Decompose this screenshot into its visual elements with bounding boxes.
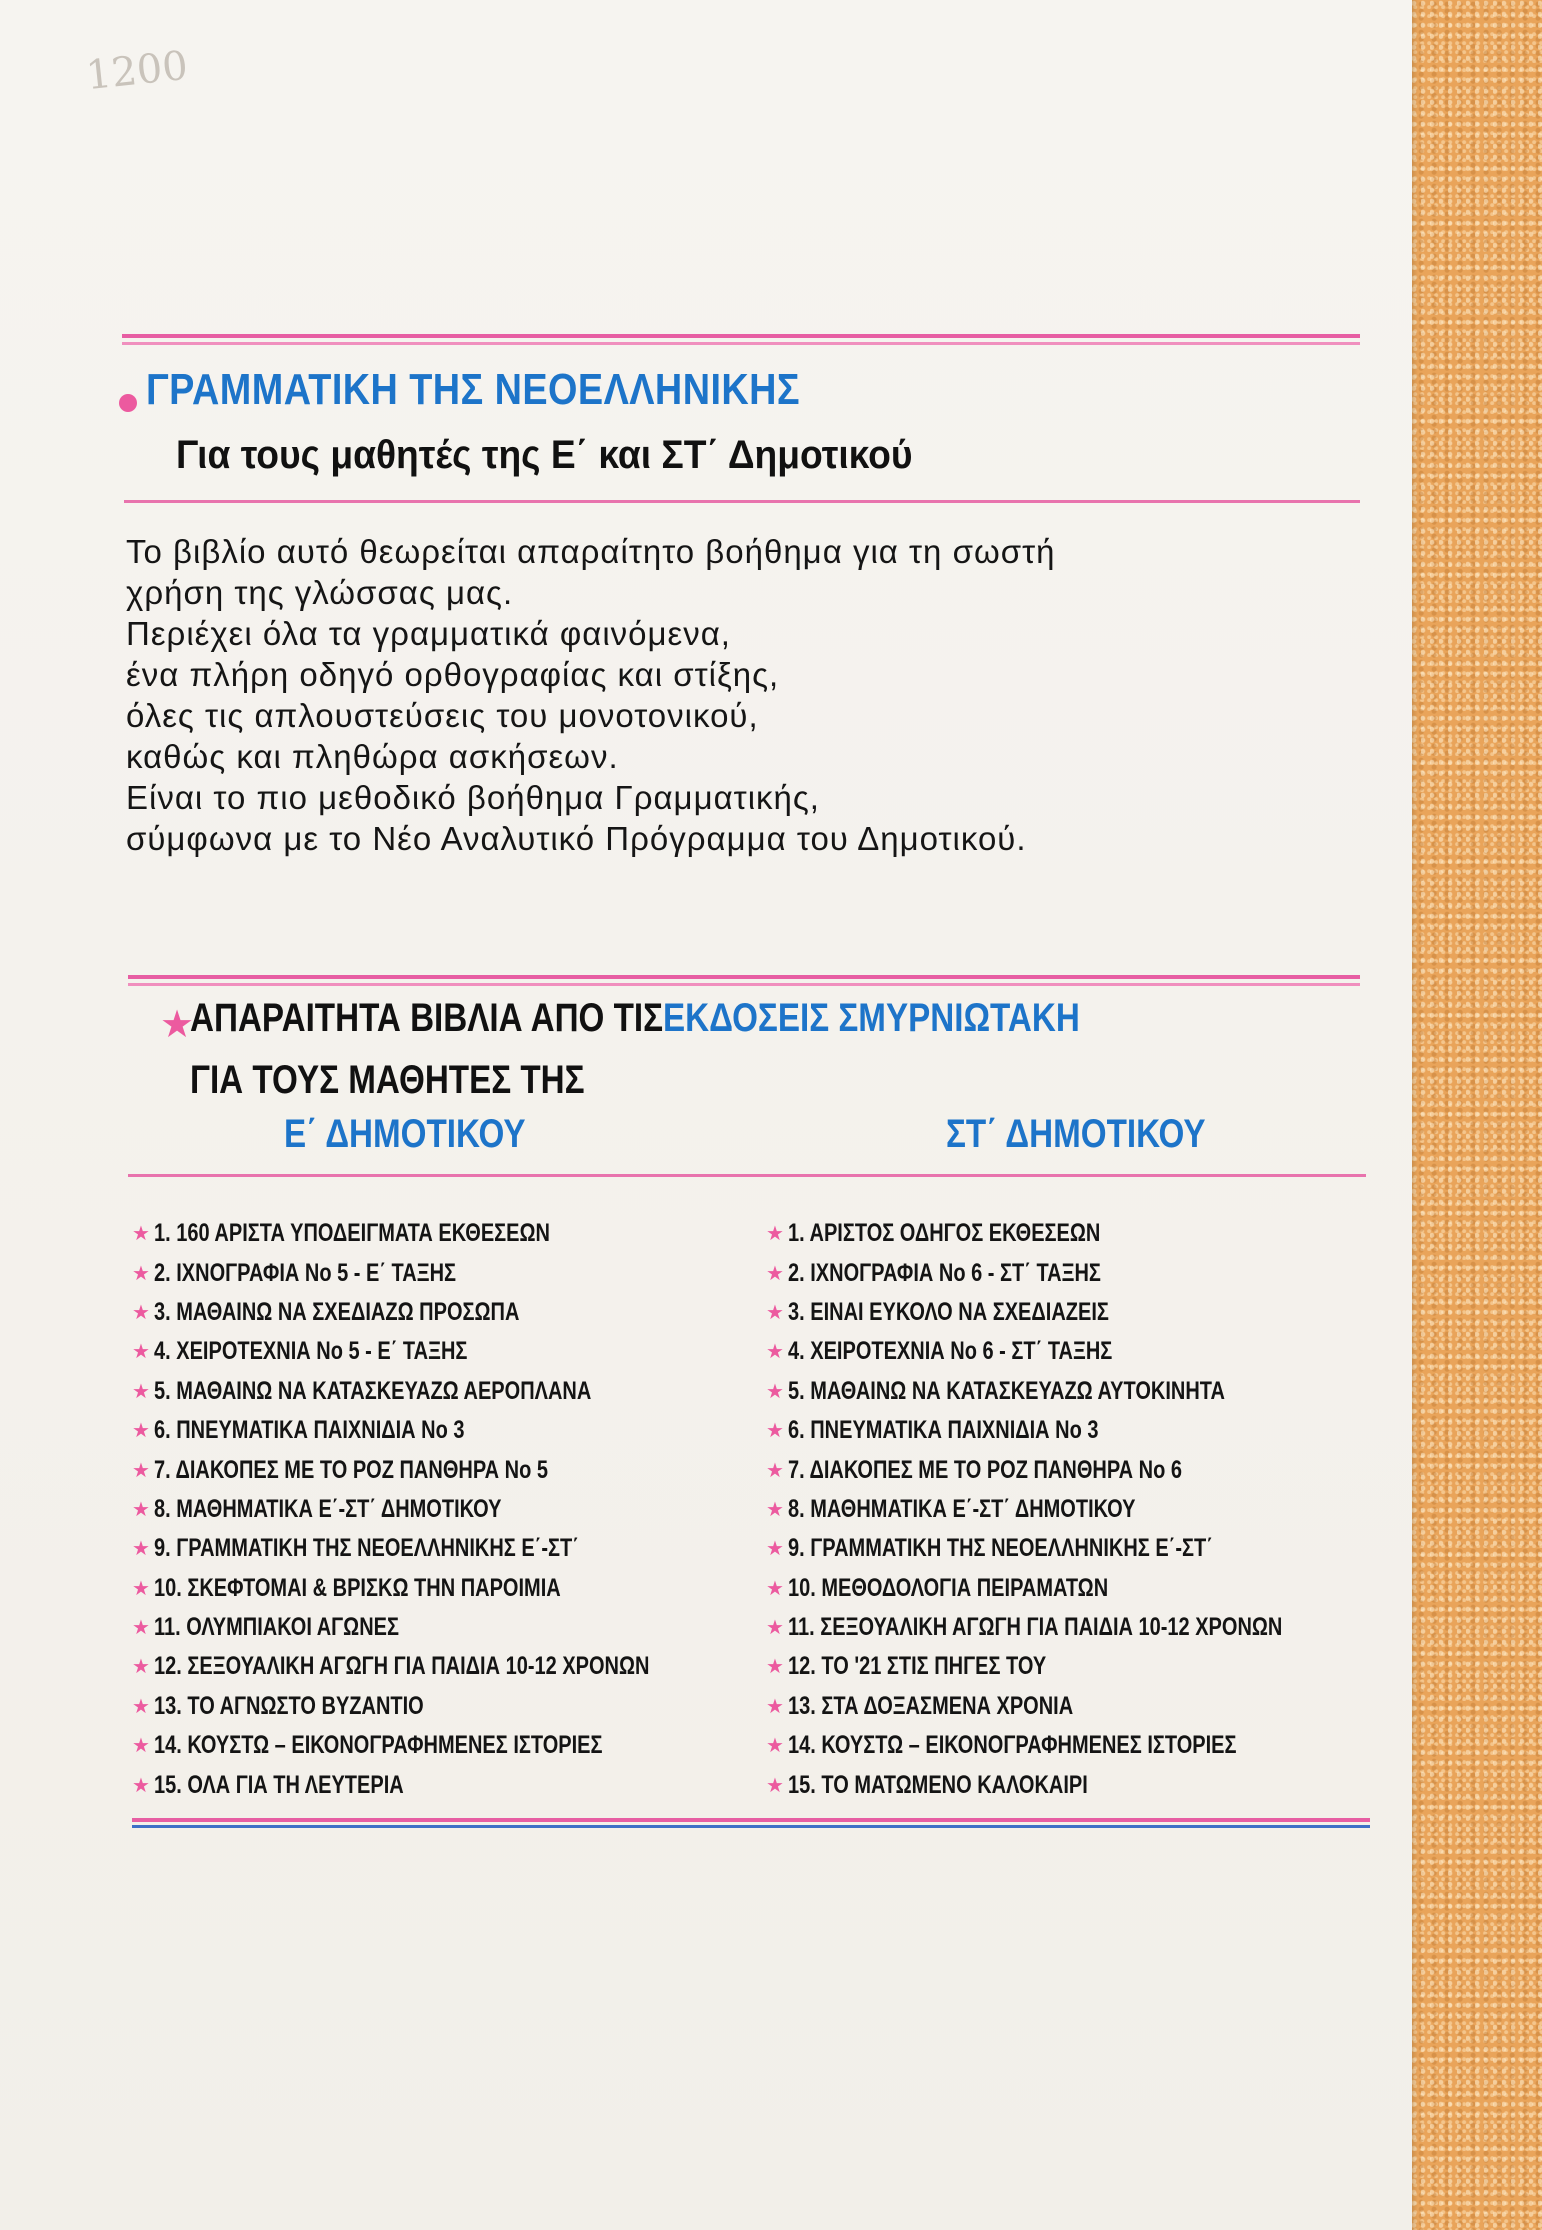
star-icon: ★: [766, 1380, 784, 1403]
star-icon: ★: [132, 1459, 150, 1482]
star-icon: ★: [766, 1774, 784, 1797]
list-item: ★ 11. ΣΕΞΟΥΑΛΙΚΗ ΑΓΩΓΗ ΓΙΑ ΠΑΙΔΙΑ 10-12 ΧΡΟΝΩΝ: [766, 1613, 1283, 1642]
list-item: ★ 5. ΜΑΘΑΙΝΩ ΝΑ ΚΑΤΑΣΚΕΥΑΖΩ ΑΥΤΟΚΙΝΗΤΑ: [766, 1376, 1225, 1405]
star-icon: ★: [160, 1004, 195, 1046]
book-spine: [1412, 0, 1542, 2230]
star-icon: ★: [132, 1577, 150, 1600]
list-item: ★ 13. ΤΟ ΑΓΝΩΣΤΟ ΒΥΖΑΝΤΙΟ: [132, 1691, 424, 1720]
list-item: ★ 6. ΠΝΕΥΜΑΤΙΚΑ ΠΑΙΧΝΙΔΙΑ Νο 3: [132, 1416, 465, 1445]
star-icon: ★: [132, 1617, 150, 1640]
left-column-heading: Ε΄ ΔΗΜΟΤΙΚΟΥ: [284, 1112, 526, 1156]
publisher-name: ΕΚΔΟΣΕΙΣ ΣΜΥΡΝΙΩΤΑΚΗ: [663, 996, 1080, 1040]
description-line: Το βιβλίο αυτό θεωρείται απαραίτητο βοήθημα για τη σωστή: [126, 533, 1056, 570]
star-icon: ★: [766, 1617, 784, 1640]
list-item: ★ 7. ΔΙΑΚΟΠΕΣ ΜΕ ΤΟ ΡΟΖ ΠΑΝΘΗΡΑ Νο 6: [766, 1455, 1183, 1484]
list-item: ★ 13. ΣΤΑ ΔΟΞΑΣΜΕΝΑ ΧΡΟΝΙΑ: [766, 1691, 1074, 1720]
book-subtitle: Για τους μαθητές της Ε΄ και ΣΤ΄ Δημοτικού: [176, 433, 913, 477]
description-line: σύμφωνα με το Νέο Αναλυτικό Πρόγραμμα του Δημοτικού.: [126, 820, 1027, 857]
star-icon: ★: [766, 1301, 784, 1324]
list-item: ★ 2. ΙΧΝΟΓΡΑΦΙΑ Νο 5 - Ε΄ ΤΑΞΗΣ: [132, 1258, 457, 1287]
list-item: ★ 3. ΕΙΝΑΙ ΕΥΚΟΛΟ ΝΑ ΣΧΕΔΙΑΖΕΙΣ: [766, 1297, 1109, 1326]
list-item: ★ 9. ΓΡΑΜΜΑΤΙΚΗ ΤΗΣ ΝΕΟΕΛΛΗΝΙΚΗΣ Ε΄-ΣΤ΄: [132, 1534, 579, 1563]
pink-dot-icon: [119, 394, 137, 412]
list-item: ★ 14. ΚΟΥΣΤΩ – ΕΙΚΟΝΟΓΡΑΦΗΜΕΝΕΣ ΙΣΤΟΡΙΕΣ: [132, 1731, 603, 1760]
right-column-heading: ΣΤ΄ ΔΗΜΟΤΙΚΟΥ: [946, 1112, 1206, 1156]
star-icon: ★: [132, 1498, 150, 1521]
list-item: ★ 7. ΔΙΑΚΟΠΕΣ ΜΕ ΤΟ ΡΟΖ ΠΑΝΘΗΡΑ Νο 5: [132, 1455, 549, 1484]
list-item: ★ 9. ΓΡΑΜΜΑΤΙΚΗ ΤΗΣ ΝΕΟΕΛΛΗΝΙΚΗΣ Ε΄-ΣΤ΄: [766, 1534, 1213, 1563]
star-icon: ★: [766, 1577, 784, 1600]
list-item: ★ 1. 160 ΑΡΙΣΤΑ ΥΠΟΔΕΙΓΜΑΤΑ ΕΚΘΕΣΕΩΝ: [132, 1219, 550, 1248]
promo-prefix: ΑΠΑΡΑΙΤΗΤΑ ΒΙΒΛΙΑ ΑΠΟ ΤΙΣ: [190, 996, 664, 1040]
book-description: [126, 531, 1246, 859]
star-icon: ★: [132, 1341, 150, 1364]
list-item: ★ 1. ΑΡΙΣΤΟΣ ΟΔΗΓΟΣ ΕΚΘΕΣΕΩΝ: [766, 1219, 1101, 1248]
star-icon: ★: [132, 1774, 150, 1797]
top-divider: [122, 334, 1360, 345]
star-icon: ★: [766, 1223, 784, 1246]
list-item: ★ 4. ΧΕΙΡΟΤΕΧΝΙΑ Νο 6 - ΣΤ΄ ΤΑΞΗΣ: [766, 1337, 1113, 1366]
promo-headline: [190, 996, 1080, 1041]
star-icon: ★: [766, 1656, 784, 1679]
list-item: ★ 10. ΜΕΘΟΔΟΛΟΓΙΑ ΠΕΙΡΑΜΑΤΩΝ: [766, 1573, 1109, 1602]
list-item: ★ 3. ΜΑΘΑΙΝΩ ΝΑ ΣΧΕΔΙΑΖΩ ΠΡΟΣΩΠΑ: [132, 1297, 520, 1326]
star-icon: ★: [766, 1420, 784, 1443]
spine-shadow: [1412, 0, 1418, 2230]
list-item: ★ 8. ΜΑΘΗΜΑΤΙΚΑ Ε΄-ΣΤ΄ ΔΗΜΟΤΙΚΟΥ: [132, 1494, 502, 1523]
star-icon: ★: [132, 1695, 150, 1718]
right-book-list: [766, 1214, 1406, 1805]
star-icon: ★: [766, 1262, 784, 1285]
list-item: ★ 14. ΚΟΥΣΤΩ – ΕΙΚΟΝΟΓΡΑΦΗΜΕΝΕΣ ΙΣΤΟΡΙΕΣ: [766, 1731, 1237, 1760]
list-item: ★ 10. ΣΚΕΦΤΟΜΑΙ & ΒΡΙΣΚΩ ΤΗΝ ΠΑΡΟΙΜΙΑ: [132, 1573, 561, 1602]
star-icon: ★: [132, 1262, 150, 1285]
star-icon: ★: [132, 1656, 150, 1679]
bottom-divider: [132, 1818, 1370, 1828]
description-line: Περιέχει όλα τα γραμματικά φαινόμενα,: [126, 615, 731, 652]
star-icon: ★: [132, 1420, 150, 1443]
list-item: ★ 12. ΣΕΞΟΥΑΛΙΚΗ ΑΓΩΓΗ ΓΙΑ ΠΑΙΔΙΑ 10-12 ΧΡΟΝΩΝ: [132, 1652, 650, 1681]
list-item: ★ 4. ΧΕΙΡΟΤΕΧΝΙΑ Νο 5 - Ε΄ ΤΑΞΗΣ: [132, 1337, 468, 1366]
star-icon: ★: [766, 1538, 784, 1561]
promo-top-divider: [128, 975, 1360, 986]
promo-heading-divider: [128, 1174, 1366, 1177]
pencil-price-note: 1200: [83, 42, 190, 100]
list-item: ★ 5. ΜΑΘΑΙΝΩ ΝΑ ΚΑΤΑΣΚΕΥΑΖΩ ΑΕΡΟΠΛΑΝΑ: [132, 1376, 592, 1405]
list-item: ★ 12. ΤΟ '21 ΣΤΙΣ ΠΗΓΕΣ ΤΟΥ: [766, 1652, 1047, 1681]
star-icon: ★: [132, 1538, 150, 1561]
description-line: καθώς και πληθώρα ασκήσεων.: [126, 738, 619, 775]
list-item: ★ 6. ΠΝΕΥΜΑΤΙΚΑ ΠΑΙΧΝΙΔΙΑ Νο 3: [766, 1416, 1099, 1445]
star-icon: ★: [766, 1498, 784, 1521]
description-line: όλες τις απλουστεύσεις του μονοτονικού,: [126, 697, 759, 734]
star-icon: ★: [766, 1459, 784, 1482]
star-icon: ★: [132, 1380, 150, 1403]
star-icon: ★: [132, 1301, 150, 1324]
star-icon: ★: [766, 1735, 784, 1758]
star-icon: ★: [766, 1695, 784, 1718]
book-title: ΓΡΑΜΜΑΤΙΚΗ ΤΗΣ ΝΕΟΕΛΛΗΝΙΚΗΣ: [146, 365, 801, 414]
description-line: Είναι το πιο μεθοδικό βοήθημα Γραμματικής,: [126, 779, 820, 816]
subtitle-divider: [124, 500, 1360, 503]
description-line: ένα πλήρη οδηγό ορθογραφίας και στίξης,: [126, 656, 780, 693]
promo-subline: ΓΙΑ ΤΟΥΣ ΜΑΘΗΤΕΣ ΤΗΣ: [190, 1058, 585, 1102]
star-icon: ★: [132, 1223, 150, 1246]
list-item: ★ 2. ΙΧΝΟΓΡΑΦΙΑ Νο 6 - ΣΤ΄ ΤΑΞΗΣ: [766, 1258, 1101, 1287]
list-item: ★ 15. ΤΟ ΜΑΤΩΜΕΝΟ ΚΑΛΟΚΑΙΡΙ: [766, 1770, 1088, 1799]
star-icon: ★: [132, 1735, 150, 1758]
list-item: ★ 11. ΟΛΥΜΠΙΑΚΟΙ ΑΓΩΝΕΣ: [132, 1613, 399, 1642]
list-item: ★ 8. ΜΑΘΗΜΑΤΙΚΑ Ε΄-ΣΤ΄ ΔΗΜΟΤΙΚΟΥ: [766, 1494, 1136, 1523]
left-book-list: [132, 1214, 773, 1805]
description-line: χρήση της γλώσσας μας.: [126, 574, 514, 611]
star-icon: ★: [766, 1341, 784, 1364]
list-item: ★ 15. ΟΛΑ ΓΙΑ ΤΗ ΛΕΥΤΕΡΙΑ: [132, 1770, 404, 1799]
